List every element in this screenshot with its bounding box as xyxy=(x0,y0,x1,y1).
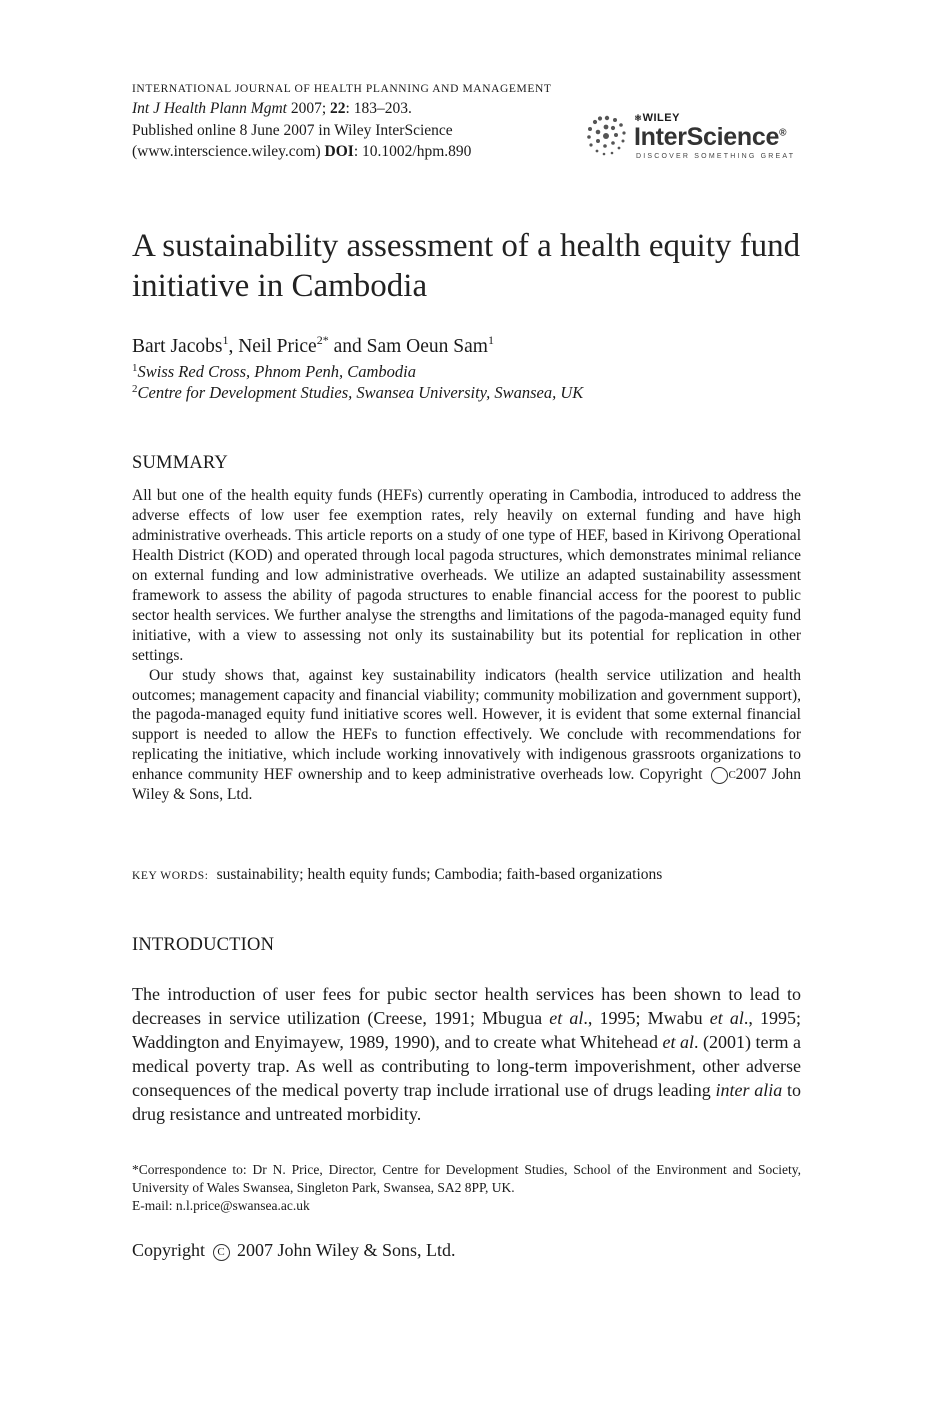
introduction-heading: INTRODUCTION xyxy=(132,935,275,955)
journal-name: INTERNATIONAL JOURNAL OF HEALTH PLANNING AND MANAGEMENT xyxy=(132,83,552,95)
author-superscript: 1 xyxy=(487,333,494,347)
doi-label: DOI xyxy=(324,143,354,160)
copyright-symbol: C xyxy=(213,1244,230,1261)
interscience-wordmark: InterScience® xyxy=(634,123,787,151)
correspondence-footnote xyxy=(132,1161,801,1215)
logo-tagline: DISCOVER SOMETHING GREAT xyxy=(636,153,796,160)
footnote-address: *Correspondence to: Dr N. Price, Director, Centre for Development Studies, School of the Environment and Society, University of Wales Swansea, Singleton Park, Swansea, SA2 8PP, UK. xyxy=(132,1162,801,1195)
keywords-text: sustainability; health equity funds; Cambodia; faith-based organizations xyxy=(216,866,663,883)
globe-icon xyxy=(584,113,630,159)
affiliation: $^2$Centre for Development Studies, Swansea University, Swansea, UK xyxy=(132,383,584,402)
summary-heading: SUMMARY xyxy=(132,453,228,473)
citation-line xyxy=(132,98,592,120)
summary-paragraph: All but one of the health equity funds (HEFs) currently operating in Cambodia, introduced to address the adverse effects of low user fee exemption rates, rely heavily on external funding and have high administrative overheads. This article reports on a study of one type of HEF, based in Kirivong Operational Health District (KOD) and operated through local pagoda structures, which demonstrates minimal reliance on external funding and low administrative overheads. We utilize an adapted sustainability assessment framework to assess the ability of pagoda structures to enable financial access for the poorest to public sector health services. We further analyse the strengths and limitations of the pagoda-managed equity fund initiative, with a view to assessing not only its sustainability but its potential for replication in other settings. xyxy=(132,487,801,664)
author-name: Bart Jacobs xyxy=(132,336,223,357)
author-superscript: 1 xyxy=(222,333,229,347)
summary-text xyxy=(132,486,801,805)
author-name: Neil Price xyxy=(238,336,317,357)
doi-value[interactable]: : 10.1002/hpm.890 xyxy=(353,143,472,160)
journal-header xyxy=(132,80,592,163)
keywords xyxy=(132,865,812,886)
wiley-wordmark: ⚛WILEY xyxy=(634,112,680,124)
author-superscript: 2* xyxy=(316,333,329,347)
copyright-footer: Copyright C 2007 John Wiley & Sons, Ltd. xyxy=(132,1240,456,1260)
copyright-symbol: C xyxy=(711,767,728,784)
url-link[interactable]: (www.interscience.wiley.com) xyxy=(132,143,325,160)
summary-paragraph: Our study shows that, against key sustainability indicators (health service utilization and health outcomes; management capacity and financial viability; community mobilization and government support), the pagoda-managed equity fund initiative scores well. However, it is evident that some external financial support is needed to allow the HEFs to function effectively. We conclude with recommendations for replicating the initiative, which include working innovatively with indigenous grassroots organizations to enhance community HEF ownership and to keep administrative overheads low. Copyright C 2007 John Wiley & Sons, Ltd. xyxy=(132,666,802,804)
doi-line xyxy=(132,141,592,163)
citation-volume: 22 xyxy=(330,100,346,117)
keywords-label: KEY WORDS: xyxy=(132,870,209,882)
affiliation: $^1$Swiss Red Cross, Phnom Penh, Cambodia xyxy=(132,362,417,381)
citation-year: 2007; xyxy=(286,100,331,117)
published-line: Published online 8 June 2007 in Wiley InterScience xyxy=(132,121,453,139)
footnote-email[interactable]: E-mail: n.l.price@swansea.ac.uk xyxy=(132,1198,310,1213)
wiley-interscience-logo xyxy=(584,111,804,163)
citation-abbrev: Int J Health Plann Mgmt xyxy=(132,100,287,117)
article-title: A sustainability assessment of a health equity fund initiative in Cambodia xyxy=(132,228,801,304)
citation-pages: : 183–203. xyxy=(345,100,412,117)
introduction-text xyxy=(132,982,801,1126)
author-name: Sam Oeun Sam xyxy=(366,336,488,357)
author-list: Bart Jacobs$^1$, Neil Price$^{2*}$ and Sam Oeun Sam$^1$ xyxy=(132,333,494,357)
introduction-paragraph: The introduction of user fees for pubic sector health services has been shown to lead to decreases in service utilization (Creese, 1991; Mbugua et al., 1995; Mwabu et al., 1995; Waddington and Enyimayew, 1989, 1990), and to create what Whitehead et al. (2001) term a medical poverty trap. As well as contributing to long-term impoverishment, other adverse consequences of the medical poverty trap include irrational use of drugs leading inter alia to drug resistance and untreated morbidity. xyxy=(132,984,801,1124)
